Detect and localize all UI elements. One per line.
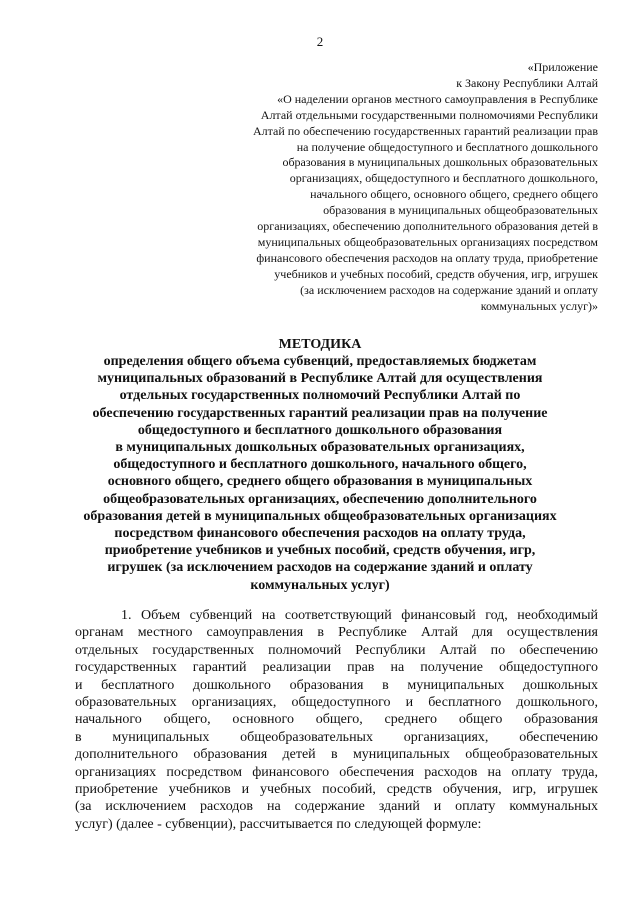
appendix-line: образования в муниципальных общеобразовательных <box>323 203 598 218</box>
subtitle-line: приобретение учебников и учебных пособий, средств обучения, игр, <box>104 543 536 559</box>
subtitle-line: отдельных государственных полномочий Республики Алтай по <box>119 388 521 404</box>
appendix-line: на получение общедоступного и бесплатного дошкольного <box>296 139 598 154</box>
appendix-line: Алтай по обеспечению государственных гарантий реализации прав <box>252 123 598 138</box>
paragraph-line: государственных гарантий реализации прав на получение общедоступного <box>75 660 598 676</box>
subtitle-line: образования детей в муниципальных общеобразовательных организациях <box>83 508 557 524</box>
subtitle-line: обеспечению государственных гарантий реализации прав на получение <box>92 405 548 421</box>
appendix-line: «Приложение <box>527 60 598 74</box>
document-subtitle <box>80 353 560 594</box>
paragraph-line: органам местного самоуправления в Республике Алтай для осуществления <box>75 625 598 641</box>
appendix-line: муниципальных общеобразовательных организациях посредством <box>257 234 598 249</box>
paragraph-line: приобретение учебников и учебных пособий, средств обучения, игр, игрушек <box>75 782 598 798</box>
paragraph-line: и бесплатного дошкольного образования в муниципальных дошкольных <box>75 677 598 693</box>
subtitle-line: основного общего, среднего общего образования в муниципальных <box>107 474 533 490</box>
paragraph-line: организациях посредством финансового обеспечения расходов на оплату труда, <box>75 764 598 780</box>
document-title: МЕТОДИКА <box>278 337 362 352</box>
appendix-line: финансового обеспечения расходов на оплату труда, приобретение <box>256 250 598 265</box>
subtitle-line: игрушек (за исключением расходов на содержание зданий и оплату <box>107 560 533 576</box>
appendix-line: к Закону Республики Алтай <box>456 75 598 90</box>
appendix-line: организациях, обеспечению дополнительного образования детей в <box>257 219 598 234</box>
appendix-line: организациях, общедоступного и бесплатного дошкольного, <box>289 171 598 186</box>
paragraph-line: услуг) (далее - субвенции), рассчитывается по следующей формуле: <box>75 816 482 832</box>
appendix-header <box>178 60 598 315</box>
subtitle-line: общеобразовательных организациях, обеспечению дополнительного <box>103 491 537 507</box>
paragraph-line: в муниципальных общеобразовательных организациях, обеспечению <box>75 729 598 745</box>
paragraph-line: отдельных государственных полномочий Республики Алтай по обеспечению <box>75 642 598 658</box>
paragraph-line: дополнительного образования детей в муниципальных общеобразовательных <box>75 747 598 763</box>
subtitle-line: определения общего объема субвенций, предоставляемых бюджетам <box>103 354 537 369</box>
subtitle-line: общедоступного и бесплатного дошкольного, начального общего, <box>113 457 527 473</box>
page-number: 2 <box>316 34 324 49</box>
paragraph-line: (за исключением расходов на содержание зданий и оплату коммунальных <box>75 799 598 815</box>
appendix-line: Алтай отдельными государственными полномочиями Республики <box>260 107 598 122</box>
paragraph-line: 1. Объем субвенций на соответствующий финансовый год, необходимый <box>121 608 598 623</box>
subtitle-line: муниципальных образований в Республике Алтай для осуществления <box>97 371 543 387</box>
subtitle-line: коммунальных услуг) <box>250 577 390 593</box>
appendix-line: учебников и учебных пособий, средств обучения, игр, игрушек <box>274 266 598 281</box>
appendix-line: «О наделении органов местного самоуправления в Республике <box>277 91 598 106</box>
appendix-line: начального общего, основного общего, среднего общего <box>310 187 598 202</box>
appendix-line: коммунальных услуг)» <box>480 298 598 313</box>
subtitle-line: посредством финансового обеспечения расходов на оплату труда, <box>114 526 526 542</box>
subtitle-line: в муниципальных дошкольных образовательных организациях, <box>115 440 525 456</box>
paragraph-line: начального общего, основного общего, среднего общего образования <box>75 712 598 728</box>
appendix-line: (за исключением расходов на содержание зданий и оплату <box>300 282 598 297</box>
appendix-line: образования в муниципальных дошкольных образовательных <box>282 155 598 170</box>
subtitle-line: общедоступного и бесплатного дошкольного образования <box>137 422 503 438</box>
paragraph-line: образовательных организациях, общедоступного и бесплатного дошкольного, <box>75 695 598 711</box>
paragraph-1 <box>75 607 598 833</box>
